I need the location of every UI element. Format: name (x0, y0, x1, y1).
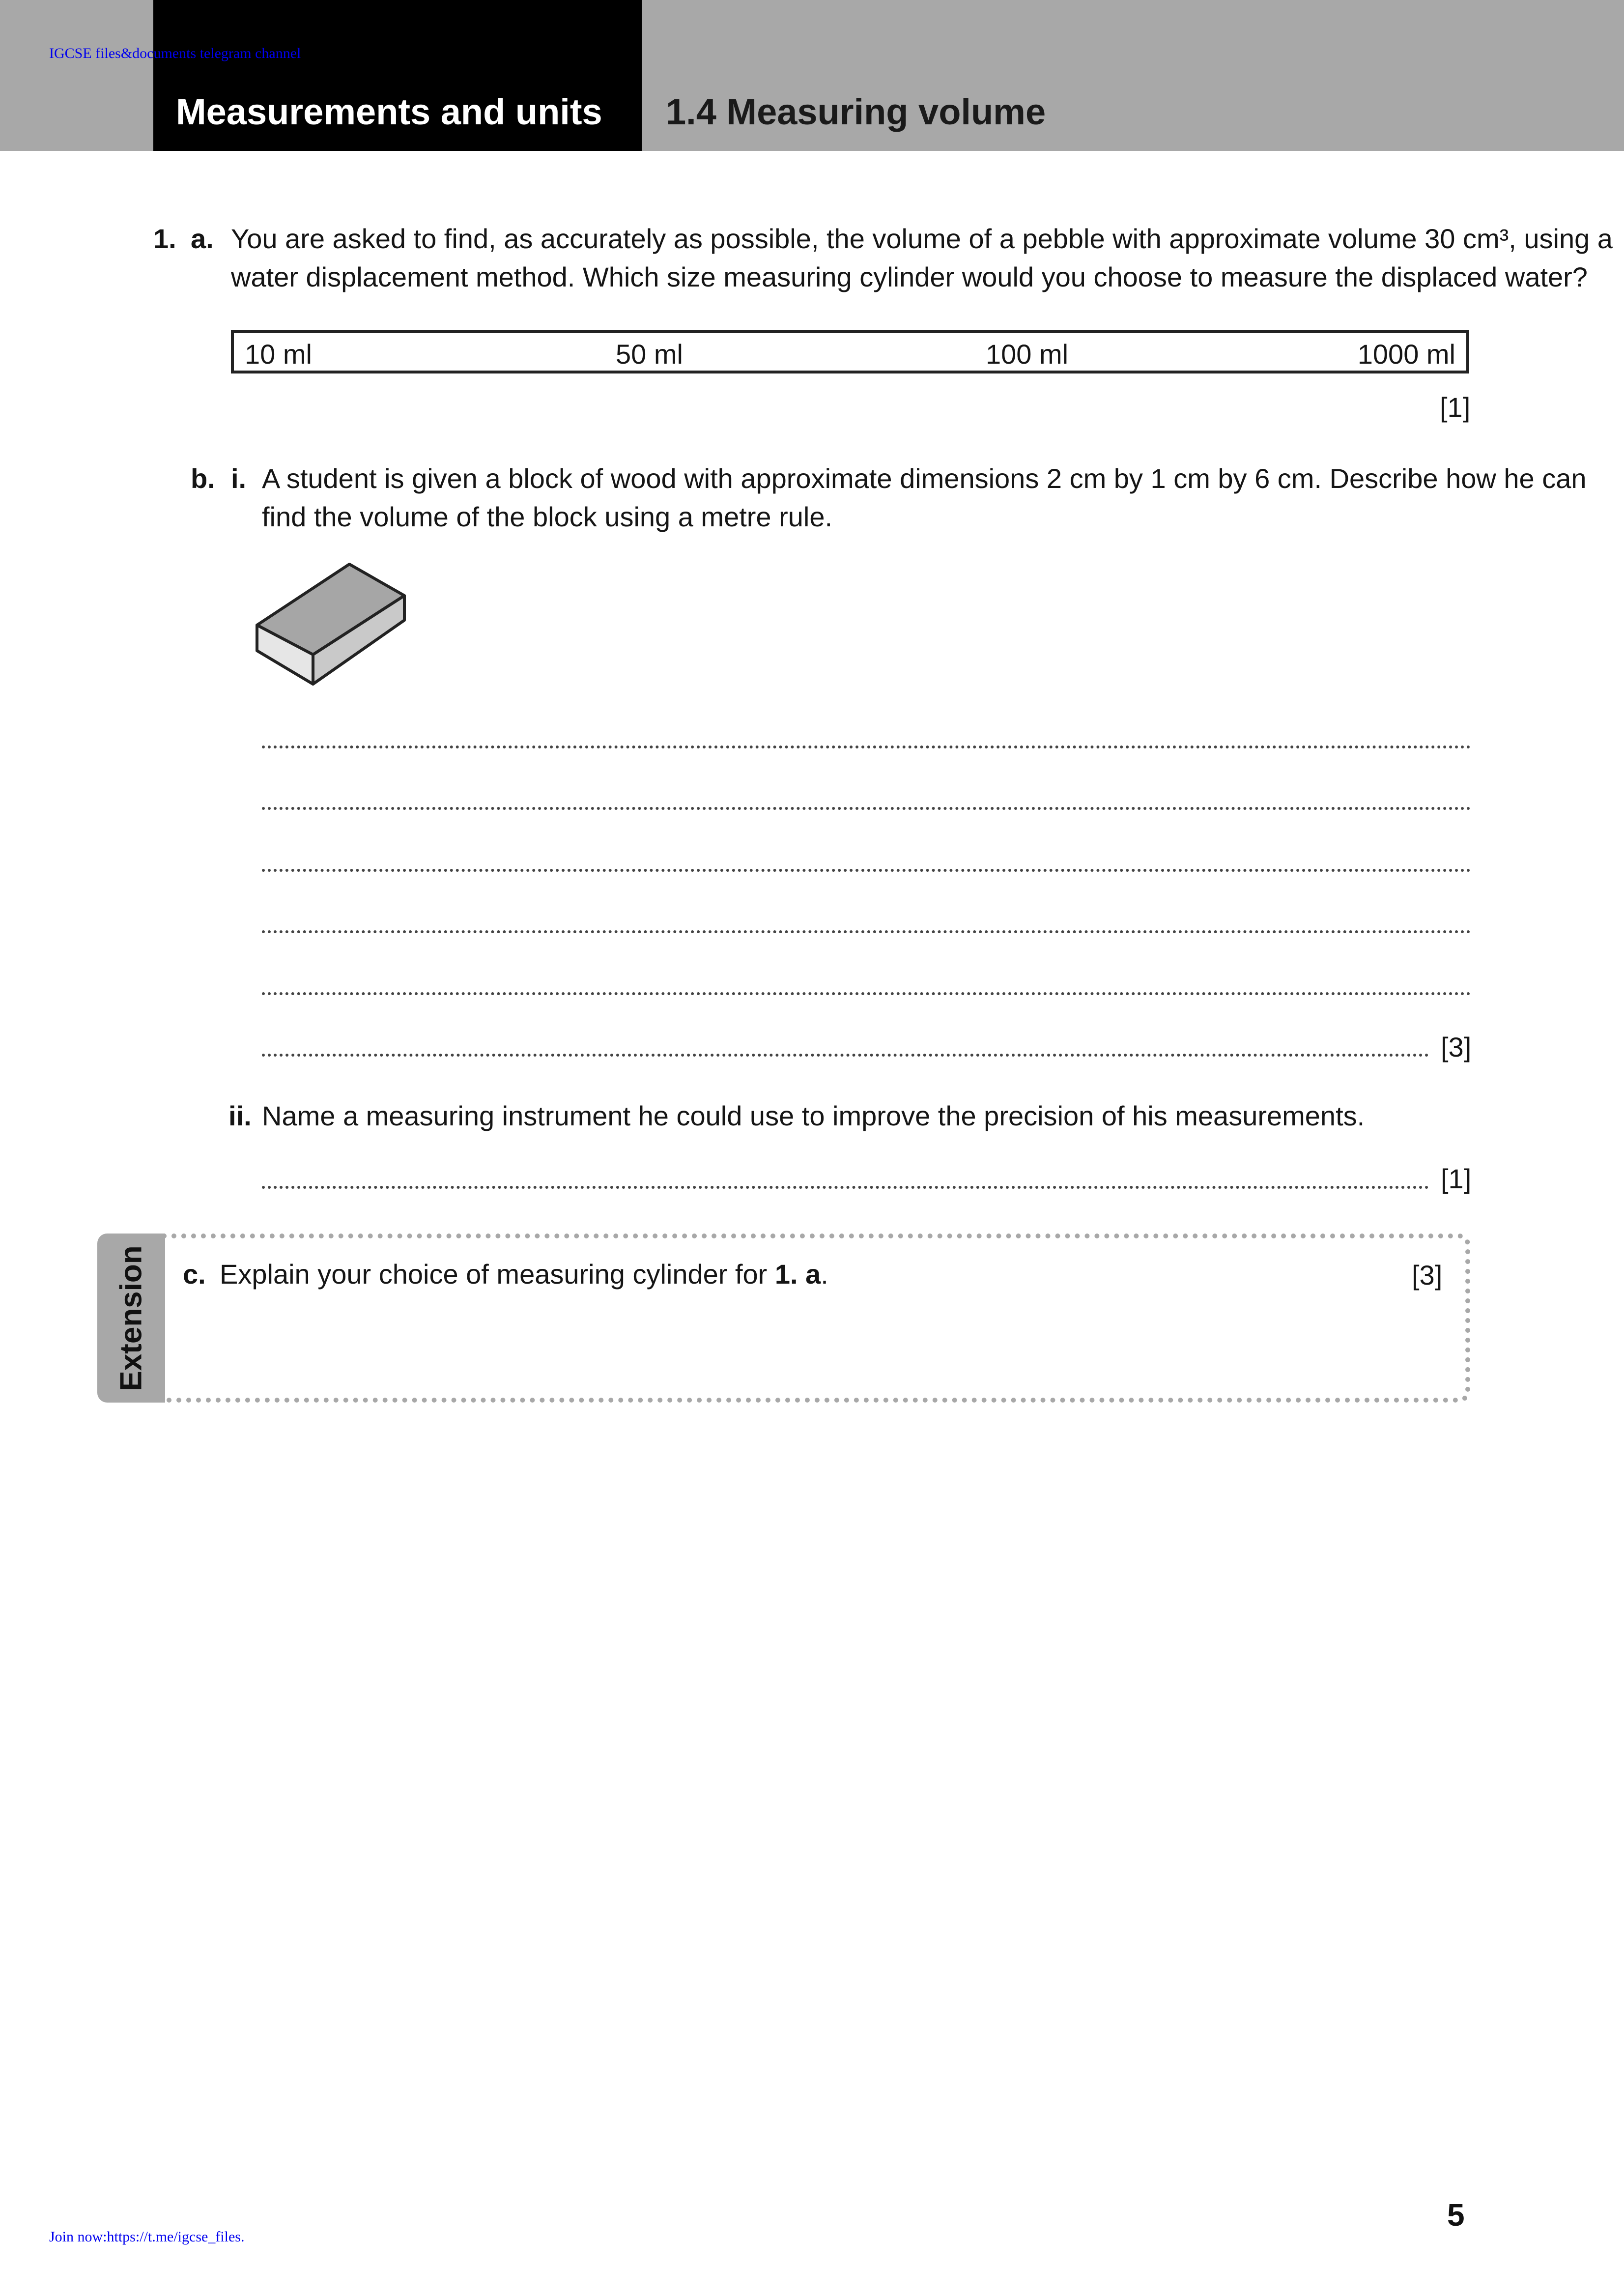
part-b-ii-label: ii. (228, 1100, 252, 1131)
option-100ml[interactable]: 100 ml (986, 339, 1069, 370)
part-b-ii-marks: [1] (1441, 1163, 1472, 1194)
page-number: 5 (1447, 2197, 1465, 2233)
part-b-label: b. (191, 463, 215, 494)
watermark-top-link[interactable]: IGCSE files&documents telegram channel (49, 45, 301, 61)
answer-line[interactable] (262, 869, 1471, 872)
part-a-label: a. (191, 223, 214, 254)
part-b-i-marks: [3] (1441, 1032, 1472, 1062)
wood-block-illustration (253, 560, 410, 693)
watermark-bottom-link[interactable]: Join now:https://t.me/igcse_files. (49, 2229, 245, 2245)
part-c-text (220, 1255, 828, 1293)
answer-line[interactable] (262, 1186, 1429, 1189)
part-c-text-prefix: Explain your choice of measuring cylinder for (220, 1259, 775, 1290)
answer-line[interactable] (262, 930, 1471, 933)
question-number: 1. (153, 223, 176, 254)
part-b-i-label: i. (231, 463, 247, 494)
part-b-i-text-line2: find the volume of the block using a metre rule. (262, 501, 833, 532)
part-c-ref: 1. a (774, 1259, 821, 1290)
section-title: 1.4 Measuring volume (666, 91, 1046, 132)
part-c-text-suffix: . (821, 1259, 828, 1290)
option-1000ml[interactable]: 1000 ml (1357, 339, 1455, 370)
extension-label-text: Extension (114, 1245, 148, 1391)
part-c-label: c. (183, 1259, 206, 1290)
answer-line[interactable] (262, 1054, 1429, 1057)
part-b-i-text-line1: A student is given a block of wood with approximate dimensions 2 cm by 1 cm by 6 cm. Describe how he can (262, 463, 1587, 494)
option-10ml[interactable]: 10 ml (245, 339, 312, 370)
part-a-marks: [1] (1440, 392, 1471, 423)
part-a-text-line2: water displacement method. Which size measuring cylinder would you choose to measure the displaced water? (231, 261, 1588, 292)
chapter-title: Measurements and units (176, 91, 602, 132)
part-b-ii-text: Name a measuring instrument he could use to improve the precision of his measurements. (262, 1100, 1365, 1131)
answer-line[interactable] (262, 807, 1471, 810)
cylinder-options-box (231, 330, 1469, 373)
part-a-text-line1: You are asked to find, as accurately as possible, the volume of a pebble with approximate volume 30 cm³, using a (231, 223, 1613, 254)
answer-line[interactable] (262, 746, 1471, 748)
answer-line[interactable] (262, 992, 1471, 995)
part-c-marks: [3] (1412, 1260, 1443, 1291)
option-50ml[interactable]: 50 ml (616, 339, 683, 370)
